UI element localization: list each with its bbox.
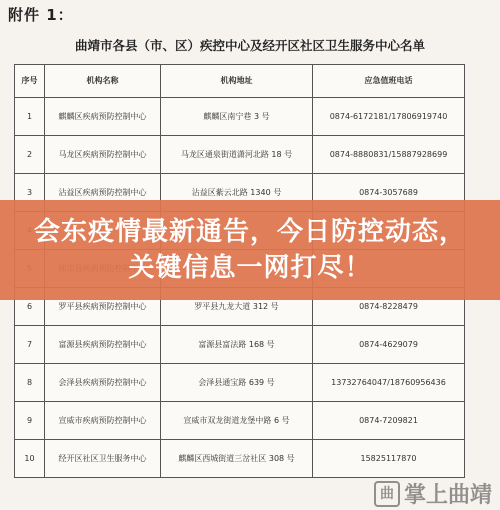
cell-number: 10 xyxy=(15,440,45,478)
cell-address: 会泽县通宝路 639 号 xyxy=(161,364,313,402)
cell-name: 沾益区疾病预防控制中心 xyxy=(45,174,161,212)
header-name: 机构名称 xyxy=(45,65,161,98)
table-row xyxy=(15,364,465,402)
cell-phone: 0874-4629079 xyxy=(313,326,465,364)
cell-number: 2 xyxy=(15,136,45,174)
headline-banner xyxy=(0,200,500,300)
cell-name: 宣威市疾病预防控制中心 xyxy=(45,402,161,440)
watermark-logo-icon: 曲 xyxy=(374,481,400,507)
cell-phone: 0874-8228479 xyxy=(313,288,465,326)
cell-phone: 0874-6172181/17806919740 xyxy=(313,98,465,136)
cell-number: 8 xyxy=(15,364,45,402)
cell-address: 沾益区紫云北路 1340 号 xyxy=(161,174,313,212)
watermark-text: 掌上曲靖 xyxy=(403,483,492,508)
cell-number: 9 xyxy=(15,402,45,440)
header-number: 序号 xyxy=(15,65,45,98)
attachment-label: 附件 1： xyxy=(8,6,74,24)
cell-name: 会泽县疾病预防控制中心 xyxy=(45,364,161,402)
cell-phone: 15825117870 xyxy=(313,440,465,478)
cell-name: 富源县疾病预防控制中心 xyxy=(45,326,161,364)
cell-address: 麒麟区西城街道三岔社区 308 号 xyxy=(161,440,313,478)
cell-name: 马龙区疾病预防控制中心 xyxy=(45,136,161,174)
document-title: 曲靖市各县（市、区）疾控中心及经开区社区卫生服务中心名单 xyxy=(74,38,425,53)
cell-number: 1 xyxy=(15,98,45,136)
cell-address: 宣威市双龙街道龙堡中路 6 号 xyxy=(161,402,313,440)
watermark xyxy=(374,478,492,509)
cell-address: 罗平县九龙大道 312 号 xyxy=(161,288,313,326)
cell-number: 6 xyxy=(15,288,45,326)
cell-name: 罗平县疾病预防控制中心 xyxy=(45,288,161,326)
table-row xyxy=(15,402,465,440)
cell-phone: 0874-8880831/15887928699 xyxy=(313,136,465,174)
header-address: 机构地址 xyxy=(161,65,313,98)
table-row xyxy=(15,136,465,174)
cell-address: 富源县富法路 168 号 xyxy=(161,326,313,364)
cell-phone: 0874-3057689 xyxy=(313,174,465,212)
cell-name: 经开区社区卫生服务中心 xyxy=(45,440,161,478)
cell-name: 麒麟区疾病预防控制中心 xyxy=(45,98,161,136)
cell-address: 麒麟区南宁巷 3 号 xyxy=(161,98,313,136)
table-row xyxy=(15,440,465,478)
cell-phone: 13732764047/18760956436 xyxy=(313,364,465,402)
header-phone: 应急值班电话 xyxy=(313,65,465,98)
cell-number: 3 xyxy=(15,174,45,212)
cell-phone: 0874-7209821 xyxy=(313,402,465,440)
cell-address: 马龙区通泉街道潇河北路 18 号 xyxy=(161,136,313,174)
table-row xyxy=(15,98,465,136)
headline-text: 会东疫情最新通告，今日防控动态，关键信息一网打尽！ xyxy=(33,217,466,283)
cell-number: 7 xyxy=(15,326,45,364)
table-row xyxy=(15,326,465,364)
table-header-row xyxy=(15,65,465,98)
